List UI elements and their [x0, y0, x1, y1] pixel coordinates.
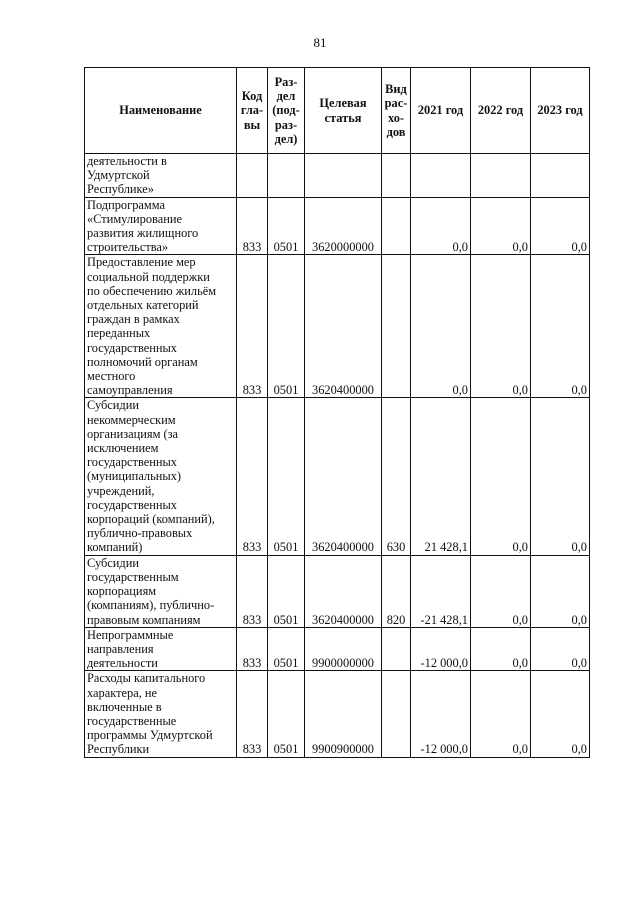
table-row: [85, 154, 590, 198]
row-expense-type: [382, 197, 411, 255]
table-row: [85, 671, 590, 757]
row-expense-type: [382, 255, 411, 398]
table-row: [85, 197, 590, 255]
header-2023: 2023 год: [531, 68, 590, 154]
row-section: 0501: [268, 627, 305, 671]
table-body: [85, 154, 590, 758]
header-target: Целевая статья: [305, 68, 382, 154]
row-code: 833: [237, 197, 268, 255]
row-2021: -12 000,0: [411, 671, 471, 757]
row-2021: 0,0: [411, 197, 471, 255]
row-section: 0501: [268, 555, 305, 627]
row-name: Расходы капитального характера, не включенные в государственные программы Удмуртской Республики: [85, 671, 237, 757]
row-expense-type: [382, 627, 411, 671]
row-target: 9900000000: [305, 627, 382, 671]
budget-table: [84, 67, 590, 758]
row-code: 833: [237, 255, 268, 398]
row-code: 833: [237, 671, 268, 757]
row-2022: 0,0: [471, 555, 531, 627]
row-section: 0501: [268, 197, 305, 255]
row-target: [305, 154, 382, 198]
row-name: Субсидии государственным корпорациям (компаниям), публично- правовым компаниям: [85, 555, 237, 627]
table-row: [85, 398, 590, 555]
header-name: Наименование: [85, 68, 237, 154]
row-2022: 0,0: [471, 197, 531, 255]
row-target: 9900900000: [305, 671, 382, 757]
row-code: 833: [237, 627, 268, 671]
row-2023: [531, 154, 590, 198]
row-expense-type: [382, 671, 411, 757]
row-code: 833: [237, 398, 268, 555]
table-row: [85, 555, 590, 627]
row-expense-type: 820: [382, 555, 411, 627]
row-target: 3620400000: [305, 255, 382, 398]
header-2021: 2021 год: [411, 68, 471, 154]
row-2023: 0,0: [531, 255, 590, 398]
row-name: Непрограммные направления деятельности: [85, 627, 237, 671]
row-code: [237, 154, 268, 198]
row-2021: -12 000,0: [411, 627, 471, 671]
row-2022: 0,0: [471, 671, 531, 757]
header-section: Раз- дел (под- раз- дел): [268, 68, 305, 154]
row-target: 3620400000: [305, 398, 382, 555]
row-2023: 0,0: [531, 197, 590, 255]
table-row: [85, 255, 590, 398]
header-code: Код гла- вы: [237, 68, 268, 154]
row-name: Предоставление мер социальной поддержки по обеспечению жильём отдельных категорий граждан в рамках переданных государственных полномочий органам местного самоуправления: [85, 255, 237, 398]
row-section: 0501: [268, 671, 305, 757]
row-2022: 0,0: [471, 255, 531, 398]
row-section: 0501: [268, 398, 305, 555]
row-2023: 0,0: [531, 398, 590, 555]
header-row: [85, 68, 590, 154]
row-target: 3620400000: [305, 555, 382, 627]
row-expense-type: 630: [382, 398, 411, 555]
row-2023: 0,0: [531, 671, 590, 757]
row-name: деятельности в Удмуртской Республике»: [85, 154, 237, 198]
row-2021: 0,0: [411, 255, 471, 398]
row-2021: 21 428,1: [411, 398, 471, 555]
row-2022: 0,0: [471, 398, 531, 555]
page-number: 81: [313, 35, 327, 50]
table-row: [85, 627, 590, 671]
row-code: 833: [237, 555, 268, 627]
header-expense-type: Вид рас- хо- дов: [382, 68, 411, 154]
row-expense-type: [382, 154, 411, 198]
row-name: Подпрограмма «Стимулирование развития жилищного строительства»: [85, 197, 237, 255]
row-2023: 0,0: [531, 627, 590, 671]
row-target: 3620000000: [305, 197, 382, 255]
row-2023: 0,0: [531, 555, 590, 627]
row-2022: [471, 154, 531, 198]
row-name: Субсидии некоммерческим организациям (за исключением государственных (муниципальных) учреждений, государственных корпораций (компаний), публично-правовых компаний): [85, 398, 237, 555]
header-2022: 2022 год: [471, 68, 531, 154]
row-2021: -21 428,1: [411, 555, 471, 627]
row-2022: 0,0: [471, 627, 531, 671]
row-2021: [411, 154, 471, 198]
row-section: [268, 154, 305, 198]
row-section: 0501: [268, 255, 305, 398]
